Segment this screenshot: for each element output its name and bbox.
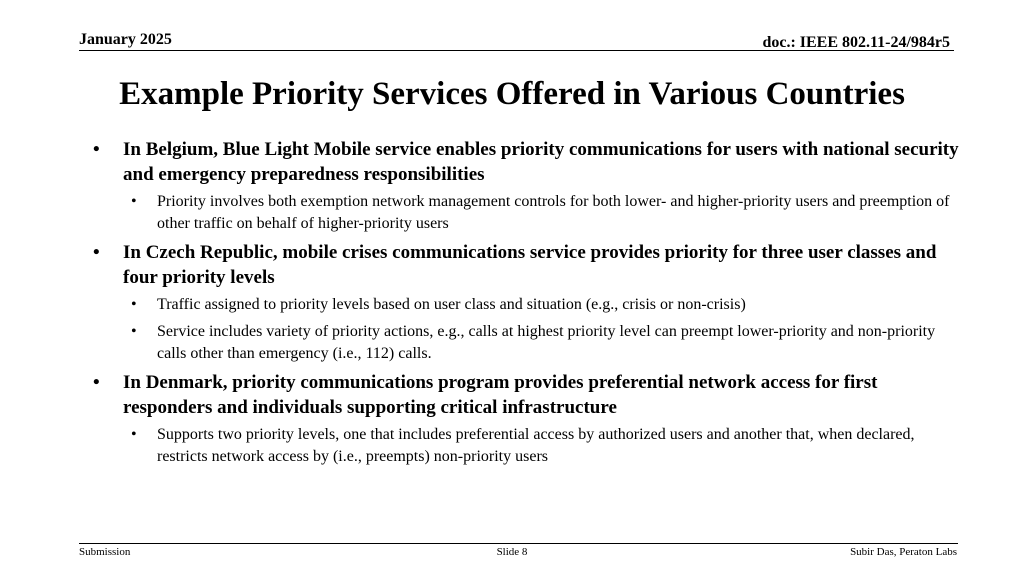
sub-bullet-text: Priority involves both exemption network management controls for both lower- and higher-priority users and preemption of other traffic on behalf of higher-priority users: [157, 193, 950, 232]
bullet-dot-icon: •: [93, 242, 100, 263]
sub-bullet-text: Service includes variety of priority actions, e.g., calls at highest priority level can preempt lower-priority and non-priority calls other than emergency (i.e., 112) calls.: [157, 323, 936, 362]
footer-slide-number: Slide 8: [496, 546, 528, 558]
bullet-dot-icon: •: [93, 139, 100, 160]
sub-bullet-text: Supports two priority levels, one that includes preferential access by authorized users and another that, when declared, restricts network access by (i.e., preempts) non-priority users: [157, 426, 915, 465]
sub-bullet: [91, 294, 961, 316]
footer-author: Subir Das, Peraton Labs: [850, 546, 957, 558]
bullet-dot-icon: •: [93, 372, 100, 393]
header-divider: [79, 50, 954, 51]
bullet-text: In Czech Republic, mobile crises communications service provides priority for three user classes and four priority levels: [123, 242, 937, 288]
header-doc-id: doc.: IEEE 802.11-24/984r5: [762, 34, 950, 51]
bullet-dot-icon: •: [131, 296, 137, 313]
bullet-denmark: [91, 370, 961, 420]
bullet-text: In Belgium, Blue Light Mobile service enables priority communications for users with national security and emergency preparedness responsibilities: [123, 139, 959, 185]
sub-bullet: [91, 424, 961, 468]
bullet-dot-icon: •: [131, 323, 137, 340]
slide-title: Example Priority Services Offered in Various Countries: [119, 76, 905, 112]
sub-bullet-text: Traffic assigned to priority levels based on user class and situation (e.g., crisis or non-crisis): [157, 296, 746, 313]
footer-divider: [79, 543, 958, 544]
sub-bullet: [91, 191, 961, 235]
bullet-text: In Denmark, priority communications program provides preferential network access for first responders and individuals supporting critical infrastructure: [123, 372, 878, 418]
bullet-belgium: [91, 137, 961, 187]
slide-body: [91, 137, 961, 473]
sub-bullet: [91, 321, 961, 365]
bullet-dot-icon: •: [131, 426, 137, 443]
header-date: January 2025: [79, 31, 172, 48]
footer-submission: Submission: [79, 546, 131, 558]
bullet-czech-republic: [91, 240, 961, 290]
bullet-dot-icon: •: [131, 193, 137, 210]
